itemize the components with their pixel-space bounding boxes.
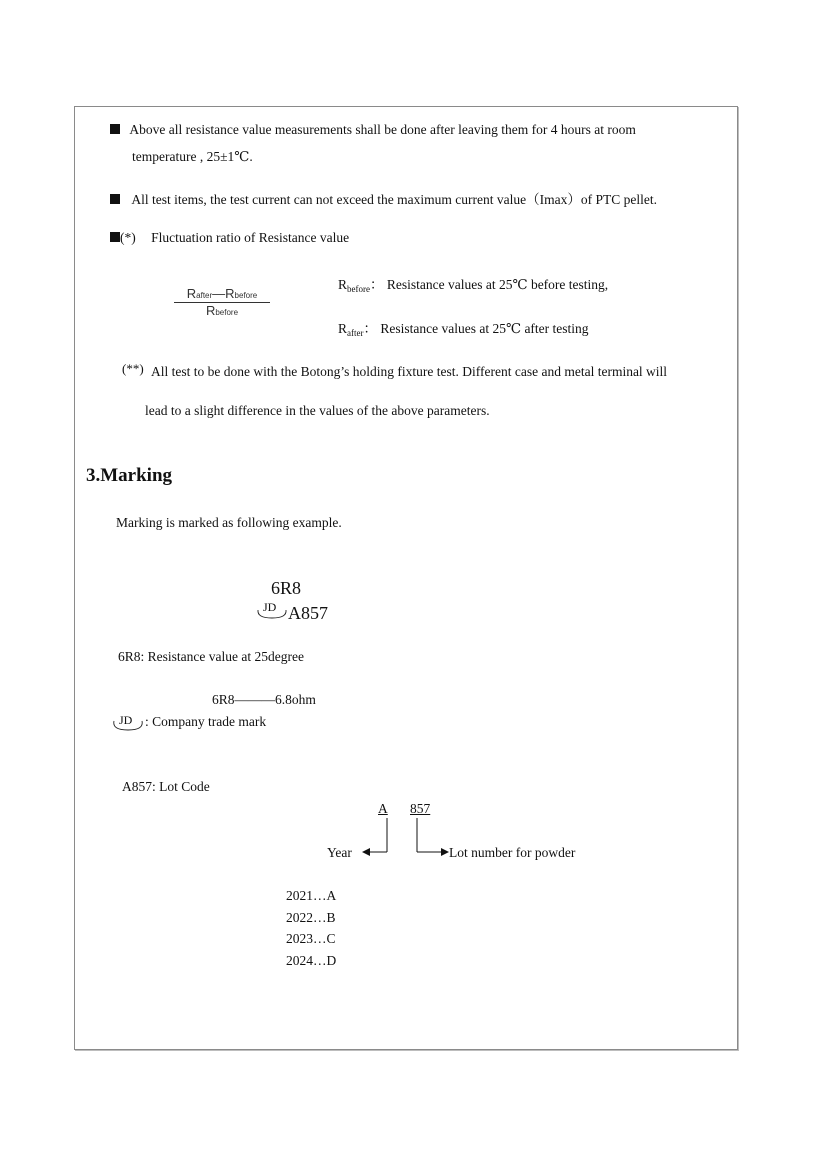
lot-code-title: A857: Lot Code: [122, 779, 210, 794]
rbefore-definition: $R_{before}$： Resistance values at 25℃ before testing,: [338, 277, 609, 294]
note-1: [110, 122, 636, 138]
jd-logo-icon: [254, 598, 290, 620]
jd-trademark-icon: [110, 711, 146, 733]
marking-example-line-1: 6R8: [271, 578, 302, 598]
note-4-line-1: All test to be done with the Botong’s holding fixture test. Different case and metal terminal will: [151, 364, 668, 379]
note-4-marker: (**): [122, 361, 144, 376]
note-3: [110, 230, 349, 246]
note-3-text: Fluctuation ratio of Resistance value: [151, 230, 350, 245]
year-code-item: 2021…A: [286, 888, 337, 903]
bullet-square-icon: [110, 194, 120, 204]
note-4-line-2: lead to a slight difference in the values of the above parameters.: [145, 403, 490, 418]
svg-text:JD: JD: [263, 600, 277, 614]
note-2-text: All test items, the test current can not exceed the maximum current value（Imax）of PTC pellet.: [131, 192, 657, 207]
note-3-marker: (*): [120, 230, 136, 245]
lot-number: 857: [410, 801, 431, 816]
resistance-description: 6R8: Resistance value at 25degree: [118, 649, 304, 664]
marking-intro: Marking is marked as following example.: [116, 515, 342, 530]
year-code-list: [286, 888, 336, 974]
lot-code-arrows: [360, 818, 460, 858]
note-2: [110, 188, 657, 208]
year-code-item: 2023…C: [286, 931, 336, 946]
svg-text:JD: JD: [119, 713, 133, 727]
year-code-item: 2024…D: [286, 952, 337, 968]
bullet-square-icon: [110, 232, 120, 242]
section-heading-marking: 3.Marking: [86, 465, 173, 486]
note-1-line-1: Above all resistance value measurements shall be done after leaving them for 4 hours at room: [129, 122, 636, 137]
lot-year-letter: A: [378, 801, 388, 816]
trademark-description: : Company trade mark: [145, 714, 267, 729]
resistance-example: 6R8———6.8ohm: [212, 692, 316, 707]
bullet-square-icon: [110, 124, 120, 134]
document-frame: [74, 106, 738, 1050]
note-4: [122, 361, 667, 380]
formula-denominator: Rbefore: [205, 303, 239, 318]
rafter-definition: $R_{after}$： Resistance values at 25℃ after testing: [338, 321, 589, 338]
year-label: Year: [327, 845, 352, 860]
lot-number-label: Lot number for powder: [449, 845, 576, 860]
year-code-item: 2022…B: [286, 909, 336, 925]
fluctuation-formula: [174, 286, 270, 318]
marking-example-line-2: A857: [288, 603, 328, 623]
formula-numerator: Rafter—Rbefore: [174, 286, 270, 303]
note-1-line-2: temperature , 25±1℃.: [132, 149, 253, 164]
